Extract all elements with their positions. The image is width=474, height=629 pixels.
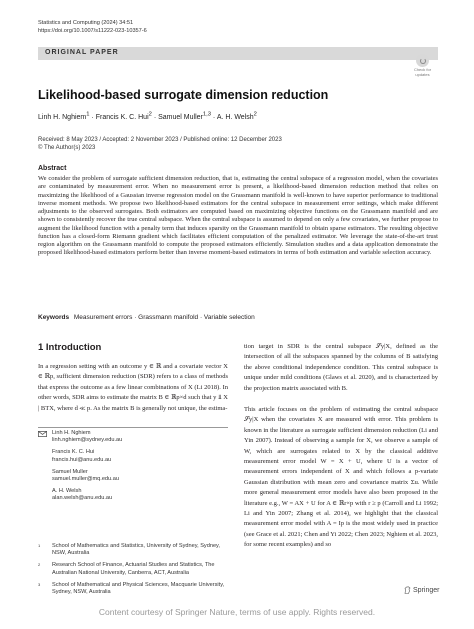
journal-header bbox=[38, 20, 147, 35]
abstract-heading: Abstract bbox=[38, 165, 67, 172]
corr-name-2: Francis K. C. Hui bbox=[52, 449, 95, 456]
intro-paragraph-right-2: This article focuses on the problem of estimating the central subspace 𝒮y|X when the covariates X are measured with error. This problem is known in the literature as surrogate sufficient dimension reduction (Li and Yin 2007). Instead of observing a sample for X, we observe a sample of W, which are surrogates related to X by the classical additive measurement error model W = X + U, where U is a vector of measurement errors independent of X and which follows a p-variate Gaussian distribution with mean zero and covariance matrix Σu. While more general measurement error models have also been proposed in the literature e.g., W = AX + U for A ∈ ℝr×p with r ≥ p (Carroll and Li 1992; Li and Yin 2007; Zhang et al. 2014), we highlight that the classical measurement error model with A = Ip is the most widely used in practice (see Grace et al. 2021; Chen and Yi 2022; Chen 2023; Nghiem et al. 2023, for some recent examples) and so bbox=[244, 406, 438, 549]
corr-email-4[interactable]: alan.welsh@anu.edu.au bbox=[52, 495, 113, 502]
publisher-name: Springer bbox=[413, 586, 440, 594]
abstract-text: We consider the problem of surrogate sufficient dimension reduction, that is, estimating the central subspace of a regression model, when the covariates are contaminated by measurement error. When no measurement error is present, a likelihood-based dimension reduction method that relies on maximizing the likelihood of a Gaussian inverse regression model on the Grassmann manifold is well-known to have superior performance to traditional inverse moment methods. We propose two likelihood-based estimators for the central subspace in measurement error settings, which make different adjustments to the observed surrogates. Both estimators are computed based on maximizing objective functions on the Grassmann manifold and are shown to consistently recover the true central subspace. When the central subspace is assumed to depend on only a few covariates, we further propose to augment the likelihood function with a penalty term that induces sparsity on the Grassmann manifold to obtain sparse estimators. The resulting objective function has a closed-form Riemann gradient which facilitates efficient computation of the penalized estimator. We leverage the state-of-the-art trust region algorithm on the Grassmann manifold to compute the proposed estimators efficiently. Simulation studies and a data application demonstrate the proposed likelihood-based estimators perform better than inverse moment-based estimators in terms of both estimation and variable selection accuracy. bbox=[38, 175, 438, 257]
history-dates: Received: 8 May 2023 / Accepted: 2 November 2023 / Published online: 12 December 2023 bbox=[38, 137, 282, 143]
intro-paragraph-right-1: tion target in SDR is the central subspace 𝒮y|X, defined as the intersection of all the subspaces spanned by the columns of B satisfying the above conditional independence condition. This central subspace is unique under mild conditions (Glaws et al. 2020), and is characterized by the projection matrix associated with B. bbox=[244, 343, 438, 392]
corr-name-3: Samuel Muller bbox=[52, 468, 88, 475]
author-2[interactable]: Francis K. C. Hui$^2$ bbox=[95, 112, 152, 122]
corr-name-1: Linh H. Nghiem bbox=[52, 430, 91, 436]
keywords-text: Measurement errors · Grassmann manifold · Variable selection bbox=[73, 314, 255, 321]
footer-notice: Content courtesy of Springer Nature, terms of use apply. Rights reserved. bbox=[98, 607, 376, 617]
correspondence-divider bbox=[38, 427, 228, 428]
section-heading-introduction: 1 Introduction bbox=[38, 342, 102, 353]
author-1[interactable]: Linh H. Nghiem$^1$ bbox=[38, 112, 90, 122]
author-4[interactable]: A. H. Welsh$^2$ bbox=[216, 112, 257, 122]
author-3[interactable]: Samuel Muller$^{1,3}$ bbox=[158, 112, 211, 122]
paper-type-label: ORIGINAL PAPER bbox=[45, 49, 119, 56]
check-for-updates-icon bbox=[416, 54, 429, 67]
keywords-label: Keywords bbox=[38, 314, 70, 321]
author-list: Linh H. Nghiem$^1$ · Francis K. C. Hui$^2$ · Samuel Muller$^{1,3}$ · A. H. Welsh$^2$ bbox=[38, 112, 257, 122]
corr-email-3[interactable]: samuel.muller@mq.edu.au bbox=[52, 476, 119, 483]
paper-title: Likelihood-based surrogate dimension reduction bbox=[38, 88, 329, 102]
keywords bbox=[38, 314, 255, 321]
copyright: © The Author(s) 2023 bbox=[38, 145, 96, 151]
intro-paragraph-left: In a regression setting with an outcome y ∈ ℝ and a covariate vector X ∈ ℝp, sufficient dimension reduction (SDR) refers to a class of methods that express the outcome as a few linear combinations of X (Li 2018). In other words, SDR aims to estimate the matrix B ∈ ℝp×d such that y ⫫ X | BTX, where d ≪ p. As the matrix B is generally not unique, the estima- bbox=[38, 363, 228, 412]
article-history bbox=[38, 136, 282, 152]
springer-horse-icon bbox=[404, 586, 411, 594]
corr-name-4: A. H. Welsh bbox=[52, 488, 82, 495]
corr-email-1[interactable]: linh.nghiem@sydney.edu.au bbox=[52, 437, 123, 444]
affiliations bbox=[38, 543, 228, 601]
affiliation-text: School of Mathematics and Statistics, University of Sydney, Sydney, NSW, Australia bbox=[52, 543, 220, 557]
springer-logo bbox=[404, 586, 439, 594]
affiliation-number: 3 bbox=[38, 581, 41, 587]
envelope-icon bbox=[38, 431, 47, 437]
doi-link[interactable]: https://doi.org/10.1007/s11222-023-10357-6 bbox=[38, 27, 147, 34]
check-for-updates-badge[interactable] bbox=[409, 54, 436, 78]
affiliation-text: School of Mathematical and Physical Sciences, Macquarie University, Sydney, NSW, Australia bbox=[52, 581, 225, 596]
check-for-updates-label: Check for updates bbox=[413, 67, 432, 77]
affiliation-1 bbox=[38, 543, 228, 557]
affiliation-2 bbox=[38, 562, 228, 576]
affiliation-3 bbox=[38, 582, 228, 596]
affiliation-number: 1 bbox=[38, 543, 41, 548]
journal-name: Statistics and Computing (2024) 34:51 bbox=[38, 20, 134, 26]
corr-email-2[interactable]: francis.hui@anu.edu.au bbox=[52, 456, 112, 463]
affiliation-text: Research School of Finance, Actuarial Studies and Statistics, The Australian National University, Canberra, ACT, Australia bbox=[52, 562, 215, 576]
affiliation-number: 2 bbox=[38, 562, 41, 568]
